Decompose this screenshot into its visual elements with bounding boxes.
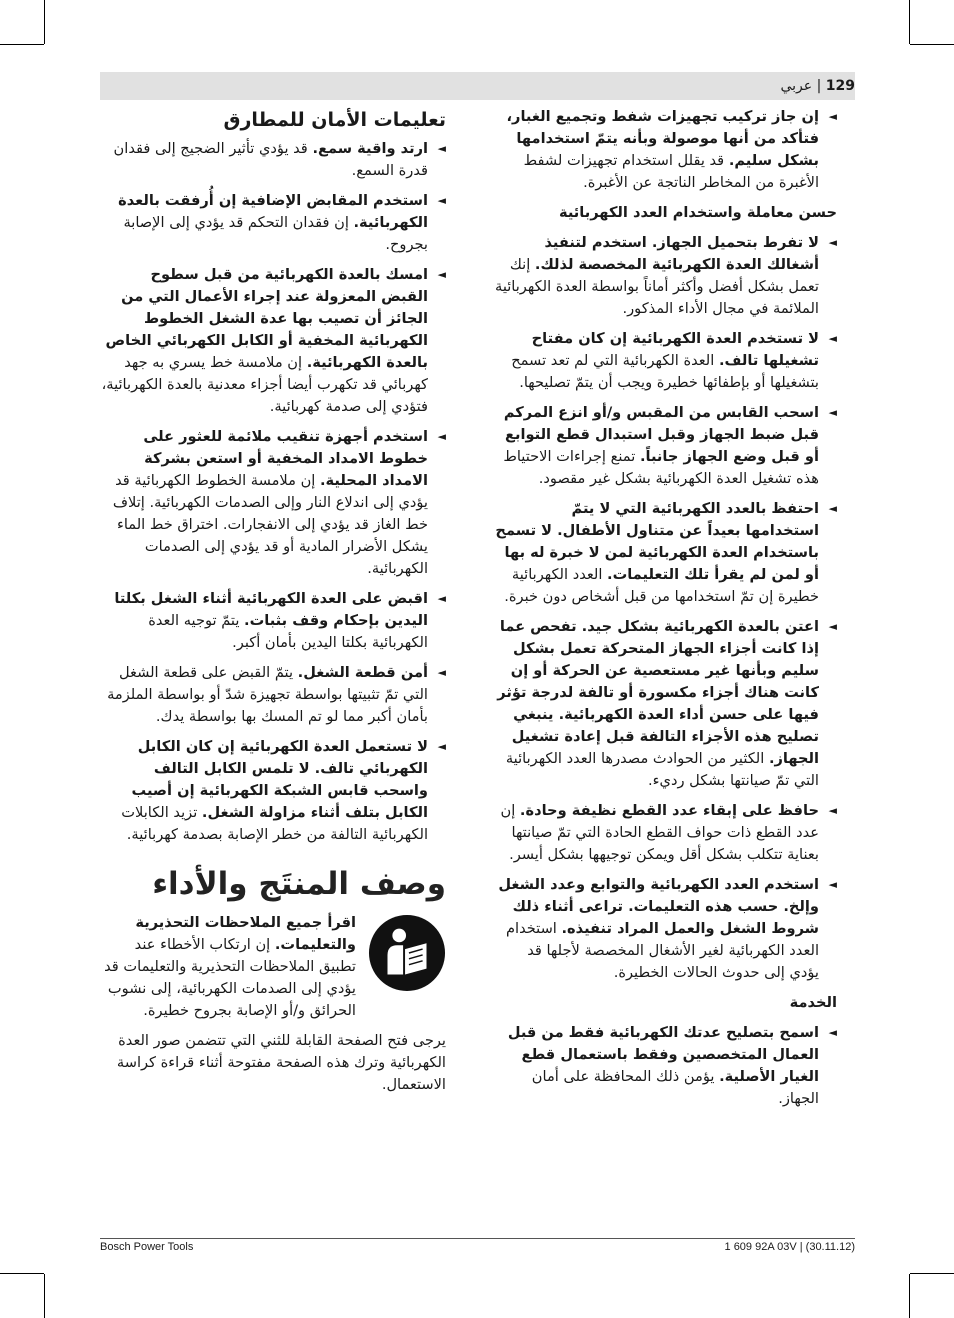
section-heading: حسن معاملة واستخدام العدد الكهربائية: [558, 204, 837, 221]
crop-mark: [0, 1273, 44, 1274]
triangle-bullet-icon: ◄: [437, 142, 446, 155]
item-text: العدد الكهربائية خطيرة إن تمّ استخدامها من قبل أشخاص دون خبرة.: [504, 566, 819, 605]
item-bold: ارتد واقية سمع.: [312, 140, 428, 157]
left-column: [100, 106, 446, 1104]
triangle-bullet-icon: ◄: [437, 740, 446, 753]
page-number: 129: [825, 78, 855, 94]
item-bold: اقرأ جميع الملاحظات التحذيرية والتعليمات.: [135, 914, 356, 953]
crop-mark: [909, 1274, 910, 1318]
triangle-bullet-icon: ◄: [828, 110, 837, 123]
list-item: [100, 190, 446, 256]
product-description-title: وصف المنتَج والأداء: [152, 866, 446, 902]
triangle-bullet-icon: ◄: [828, 406, 837, 419]
triangle-bullet-icon: ◄: [437, 194, 446, 207]
item-text: إنك تعمل بشكل أفضل وأكثر أماناً بواسطة العدة الكهربائية الملائمة في مجال الأداء المذكور.: [495, 256, 819, 317]
list-item: [100, 264, 446, 418]
header-text: [780, 72, 855, 100]
right-column: [495, 106, 837, 1118]
item-bold: استخدم المقابض الإضافية إن أُرفقت بالعدة الكهربائية.: [118, 192, 428, 231]
item-text: الكثير من الحوادث مصدرها العدد الكهربائية التي تمّ صيانتها بشكل رديء.: [505, 750, 819, 789]
triangle-bullet-icon: ◄: [828, 502, 837, 515]
item-text: يؤمن ذلك المحافظة على أمان الجهاز.: [531, 1068, 819, 1107]
item-text: إن عدد القطع ذات حواف القطع الحادة التي تمّ صيانتها بعناية تتكلب بشكل أقل ويمكن توجيهها بشكل أيسر.: [500, 802, 819, 863]
section-title: تعليمات الأمان للمطارق: [223, 109, 446, 131]
triangle-bullet-icon: ◄: [828, 620, 837, 633]
triangle-bullet-icon: ◄: [828, 804, 837, 817]
triangle-bullet-icon: ◄: [437, 268, 446, 281]
list-item: [495, 498, 837, 608]
item-text: قد يؤدي تأثير الضجيج إلى فقدان قدرة السمع.: [113, 140, 428, 179]
section-heading: الخدمة: [789, 994, 837, 1011]
item-bold: حافظ على إبقاء عدد القطع نظيفة وحادة.: [519, 802, 819, 819]
item-bold: اسحب القابس من المقبس و/أو انزع المركم قبل ضبط الجهاز وقبل استبدال قطع التوابع أو قبل وضع الجهاز جانباً.: [503, 404, 819, 465]
triangle-bullet-icon: ◄: [828, 1026, 837, 1039]
fold-out-note: يرجى فتح الصفحة القابلة للثني التي تتضمن صور العدة الكهربائية وترك هذه الصفحة مفتوحة أثناء قراءة كراسة الاستعمال.: [116, 1032, 446, 1093]
item-bold: لا تستخدم العدة الكهربائية إن كان مفتاح تشغيلها تالف.: [531, 330, 819, 369]
item-text: إن ارتكاب الأخطاء عند تطبيق الملاحظات التحذيرية والتعليمات قد يؤدي إلى الصدمات الكهربائية، إلى نشوب الحرائق و/أو الإصابة بجروح خطيرة.: [104, 936, 356, 1019]
triangle-bullet-icon: ◄: [437, 592, 446, 605]
item-bold: اسمح بتصليح عدتك الكهربائية فقط من قبل العمال المتخصصين وفقط باستعمال قطع الغيار الأصلية.: [507, 1024, 819, 1085]
item-bold: اعتن بالعدة الكهربائية بشكل جيد. تفحص عما إذا كانت أجزاء الجهاز المتحركة تعمل بشكل سليم وبأنها غير مستعصية عن الحركة أو إن كانت هناك أجزاء مكسورة أو تالفة لدرجة تؤثر فيها على حسن أداء العدة الكهربائية. ينبغي تصليح هذه الأجزاء التالفة قبل إعادة تشغيل الجهاز.: [497, 618, 819, 767]
header-separator: |: [816, 78, 822, 94]
item-text: إن ملامسة الخطوط الكهربائية قد يؤدي إلى اندلاع النار وإلى الصدمات الكهربائية. إتلاف خط الغاز قد يؤدي إلى الانفجارات. اختراق خط الماء يشكل الأضرار المادية أو قد يؤدي إلى الصدمات الكهربائية.: [112, 472, 428, 577]
item-bold: لا تستعمل العدة الكهربائية إن كان الكابل الكهربائي تالف. لا تلمس الكابل التالف واسحب قابس الشبكة الكهربائية إن أصيب الكابل بتلف أثناء مزاولة الشغل.: [131, 738, 428, 821]
item-text: يتمّ توجيه العدة الكهربائية بكلتا اليدين بأمان أكبر.: [148, 612, 428, 651]
list-item: [100, 588, 446, 654]
triangle-bullet-icon: ◄: [828, 236, 837, 249]
item-bold: لا تفرط بتحميل الجهاز. استخدم لتنفيذ أشغالك العدة الكهربائية المخصصة لذلك.: [534, 234, 819, 273]
item-text: العدة الكهربائية التي لم تعد تسمح بتشغيلها أو بإطفائها خطيرة ويجب أن يتمّ تصليحها.: [511, 352, 819, 391]
list-item: [495, 874, 837, 984]
read-instructions-block: [100, 912, 446, 1022]
item-bold: امسك بالعدة الكهربائية من قبل سطوح القبض المعزولة عند إجراء الأعمال التي من الجائز أن تصيب بها عدة الشغل الخطوط الكهربائية المخفية أو الكابل الكهربائي الخاص بالعدة الكهربائية.: [105, 266, 428, 371]
crop-mark: [44, 0, 45, 44]
crop-mark: [0, 44, 44, 45]
item-bold: استخدم العدد الكهربائية والتوابع وعدد الشغل وإلخ. حسب هذه التعليمات. تراعى أثناء ذلك شروط الشغل والعمل المراد تنفيذه.: [498, 876, 819, 937]
footer-brand: Bosch Power Tools: [100, 1241, 194, 1253]
list-item: [495, 232, 837, 320]
item-text: قد يقلل استخدام تجهيزات لشفط الأغبرة من المخاطر الناتجة عن الأغبرة.: [523, 152, 819, 191]
list-item: [100, 138, 446, 182]
item-text: تمنع إجراءات الاحتياط هذه تشغيل العدة الكهربائية بشكل غير مقصود.: [503, 448, 819, 487]
header-language: عربي: [780, 78, 813, 94]
footer-doc-code: 1 609 92A 03V | (30.11.12): [724, 1241, 855, 1253]
footer-divider: [100, 1238, 855, 1239]
crop-mark: [910, 1273, 954, 1274]
item-text: إن ملامسة خط يسري به جهد كهربائي قد تكهرب أيضا أجزاء معدنية بالعدة الكهربائية، فتؤدي إلى صدمة كهربائية.: [101, 354, 428, 415]
triangle-bullet-icon: ◄: [828, 332, 837, 345]
list-item: [100, 662, 446, 728]
list-item: [495, 616, 837, 792]
item-text: استخدام العدد الكهربائية لغير الأشغال المخصصة لأجلها قد يؤدي إلى حدوث الحالات الخطيرة.: [506, 920, 819, 981]
page-header: [100, 72, 855, 100]
item-bold: أمن قطعة الشغل.: [297, 664, 428, 681]
triangle-bullet-icon: ◄: [437, 430, 446, 443]
crop-mark: [44, 1274, 45, 1318]
item-text: يتمّ القبض على قطعة الشغل التي تمّ تثبيتها بواسطة تجهيزة شدّ أو بواسطة الملزمة بأمان أكبر مما لو تم المسك بها بواسطة يدك.: [107, 664, 428, 725]
list-item: [495, 328, 837, 394]
item-text: تزيد الكابلات الكهربائية التالفة من خطر الإصابة بصدمة كهربائية.: [121, 804, 428, 843]
crop-mark: [909, 0, 910, 44]
item-bold: اقبض على العدة الكهربائية أثناء الشغل بكلتا اليدين بإحكام وقف بثبات.: [114, 590, 428, 629]
triangle-bullet-icon: ◄: [437, 666, 446, 679]
item-bold: استخدم أجهزة تنقيب ملائمة للعثور على خطوط الامداد المخفية أو استعن بشركة الامداد المحلية.: [143, 428, 428, 489]
item-bold: إن جاز تركيب تجهيزات شفط وتجميع الغبار، فتأكد من أنها موصولة وبأنه يتمّ استخدامها بشكل سليم.: [506, 108, 819, 169]
triangle-bullet-icon: ◄: [828, 878, 837, 891]
list-item: [100, 736, 446, 846]
item-bold: احتفظ بالعدد الكهربائية التي لا يتمّ استخدامها بعيداً عن متناول الأطفال. لا تسمح باستخدام العدة الكهربائية لمن لا خبرة له بها أو لمن لم يقرأ تلك التعليمات.: [495, 500, 819, 583]
list-item: [495, 800, 837, 866]
read-manual-icon: [368, 914, 446, 992]
list-item: [495, 106, 837, 194]
list-item: [495, 402, 837, 490]
item-text: إن فقدان التحكم قد يؤدي إلى الإصابة بجروح.: [123, 214, 428, 253]
list-item: [100, 426, 446, 580]
crop-mark: [910, 44, 954, 45]
list-item: [495, 1022, 837, 1110]
